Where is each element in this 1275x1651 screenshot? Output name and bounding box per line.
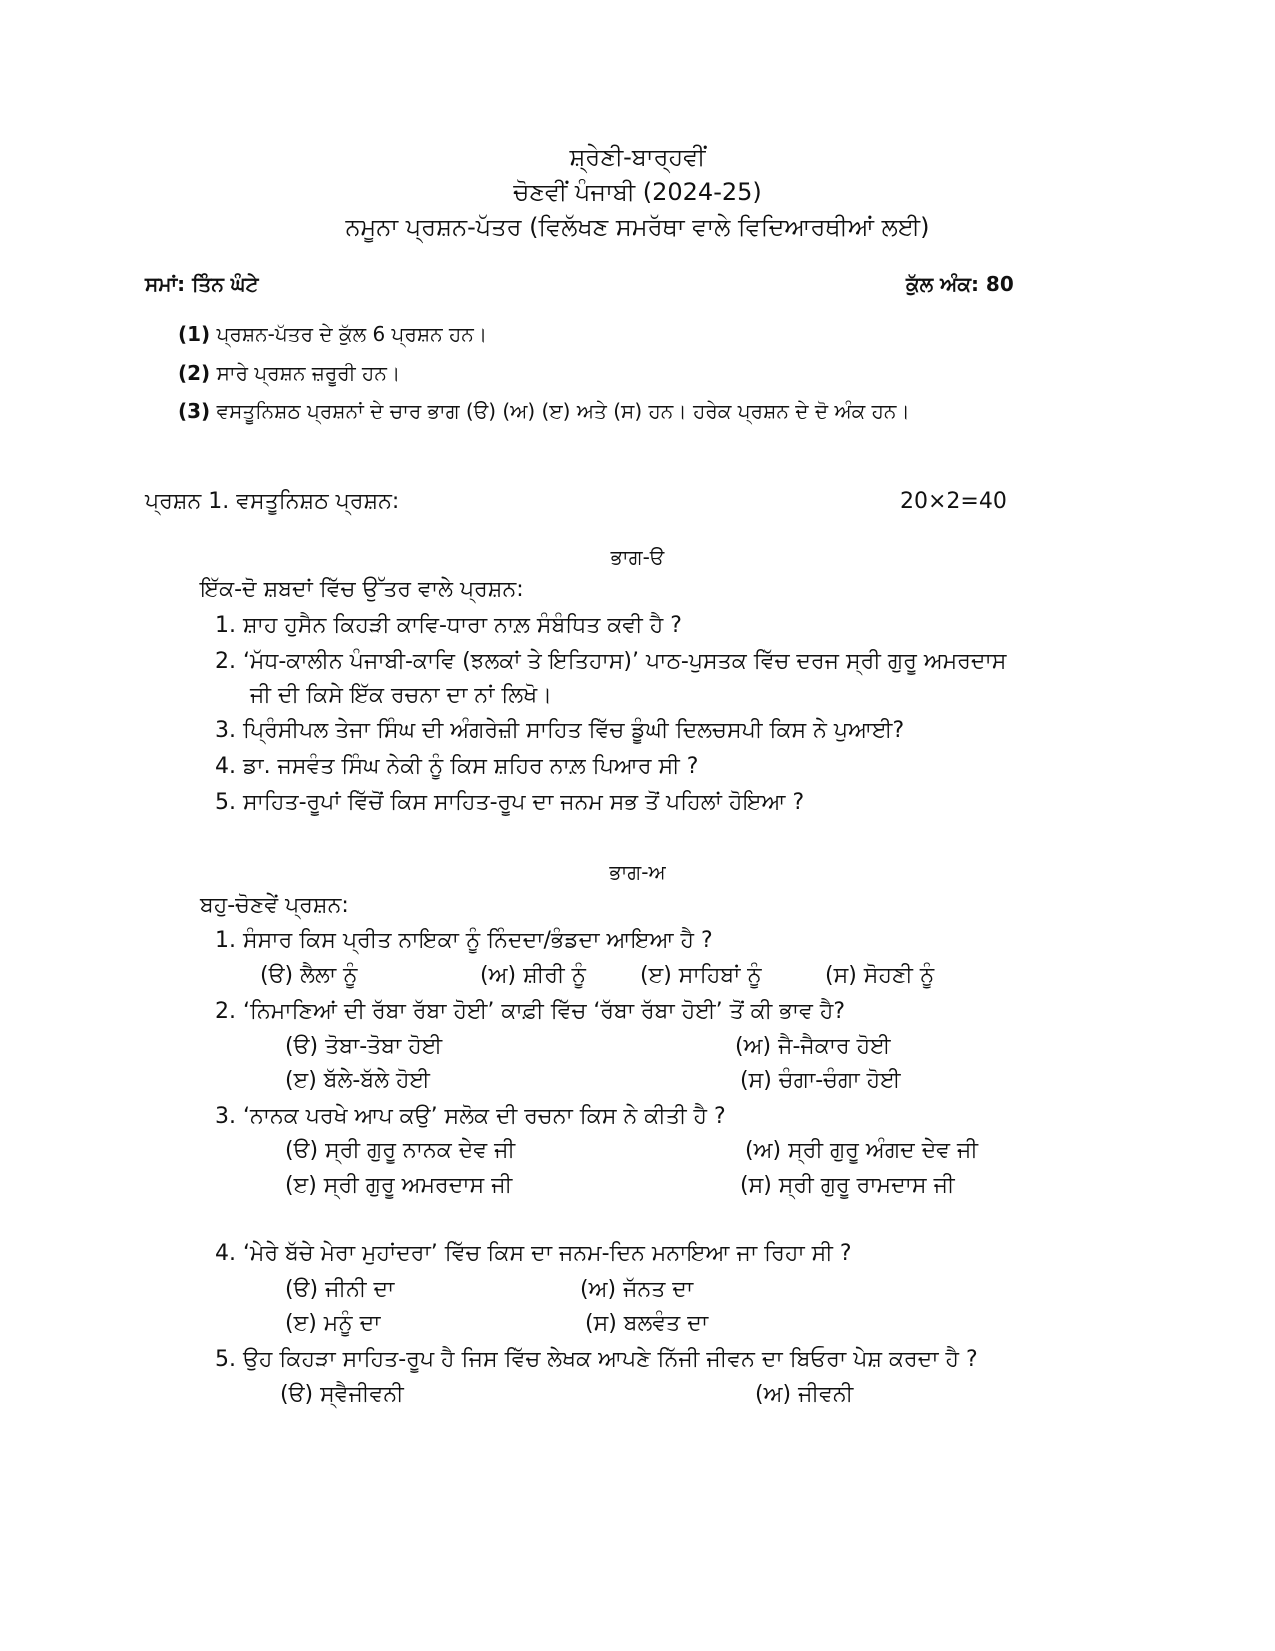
subject-title: ਚੋਣਵੀਂ ਪੰਜਾਬੀ (2024-25)	[513, 178, 762, 206]
mcq-option: (ੳ) ਸ੍ਵੈਜੀਵਨੀ	[280, 1382, 404, 1407]
instruction-number: (1)	[178, 322, 211, 346]
mcq-option: (ਸ) ਬਲਵੰਤ ਦਾ	[585, 1311, 709, 1336]
part-a-question-continued: ਜੀ ਦੀ ਕਿਸੇ ਇੱਕ ਰਚਨਾ ਦਾ ਨਾਂ ਲਿਖੋ।	[250, 683, 553, 708]
mcq-option: (ਸ) ਸ੍ਰੀ ਗੁਰੂ ਰਾਮਦਾਸ ਜੀ	[740, 1173, 955, 1198]
part-a-question: 5. ਸਾਹਿਤ-ਰੂਪਾਂ ਵਿੱਚੋਂ ਕਿਸ ਸਾਹਿਤ-ਰੂਪ ਦਾ ਜਨਮ ਸਭ ਤੋਂ ਪਹਿਲਾਂ ਹੋਇਆ ?	[215, 790, 805, 815]
instruction-text: ਵਸਤੂਨਿਸ਼ਠ ਪ੍ਰਸ਼ਨਾਂ ਦੇ ਚਾਰ ਭਾਗ (ੳ) (ਅ) (ੲ) ਅਤੇ (ਸ) ਹਨ। ਹਰੇਕ ਪ੍ਰਸ਼ਨ ਦੇ ਦੋ ਅੰਕ ਹਨ।	[216, 399, 910, 423]
instruction-text: ਪ੍ਰਸ਼ਨ-ਪੱਤਰ ਦੇ ਕੁੱਲ 6 ਪ੍ਰਸ਼ਨ ਹਨ।	[216, 322, 488, 346]
mcq-question: 3. ‘ਨਾਨਕ ਪਰਖੇ ਆਪ ਕਉ’ ਸਲੋਕ ਦੀ ਰਚਨਾ ਕਿਸ ਨੇ ਕੀਤੀ ਹੈ ?	[215, 1104, 726, 1129]
mcq-question: 2. ‘ਨਿਮਾਣਿਆਂ ਦੀ ਰੱਬਾ ਰੱਬਾ ਹੋਈ’ ਕਾਫ਼ੀ ਵਿੱਚ ‘ਰੱਬਾ ਰੱਬਾ ਹੋਈ’ ਤੋਂ ਕੀ ਭਾਵ ਹੈ?	[215, 999, 846, 1024]
mcq-option: (ੲ) ਬੱਲੇ-ਬੱਲੇ ਹੋਈ	[285, 1068, 430, 1093]
total-marks: ਕੁੱਲ ਅੰਕ: 80	[906, 272, 1014, 296]
instruction-item	[178, 322, 487, 346]
mcq-option: (ੲ) ਮਨੂੰ ਦਾ	[285, 1311, 381, 1336]
mcq-option: (ੳ) ਤੋਬਾ-ਤੋਬਾ ਹੋਈ	[285, 1034, 443, 1059]
class-title: ਸ਼੍ਰੇਣੀ-ਬਾਰ੍ਹਵੀਂ	[569, 143, 706, 171]
mcq-option: (ੲ) ਸਾਹਿਬਾਂ ਨੂੰ	[640, 963, 762, 988]
part-a-question: 4. ਡਾ. ਜਸਵੰਤ ਸਿੰਘ ਨੇਕੀ ਨੂੰ ਕਿਸ ਸ਼ਹਿਰ ਨਾਲ਼ ਪਿਆਰ ਸੀ ?	[215, 754, 699, 779]
question-1-title: ਪ੍ਰਸ਼ਨ 1. ਵਸਤੂਨਿਸ਼ਠ ਪ੍ਰਸ਼ਨ:	[145, 489, 400, 514]
mcq-option: (ਅ) ਜੀਵਨੀ	[755, 1382, 854, 1407]
part-a-subheading: ਇੱਕ-ਦੋ ਸ਼ਬਦਾਂ ਵਿੱਚ ਉੱਤਰ ਵਾਲੇ ਪ੍ਰਸ਼ਨ:	[200, 577, 524, 602]
mcq-option: (ੳ) ਜੀਨੀ ਦਾ	[285, 1277, 395, 1302]
mcq-option: (ਅ) ਜੈ-ਜੈਕਾਰ ਹੋਈ	[735, 1034, 891, 1059]
mcq-option: (ੳ) ਸ੍ਰੀ ਗੁਰੂ ਨਾਨਕ ਦੇਵ ਜੀ	[285, 1138, 516, 1163]
mcq-question: 4. ‘ਮੇਰੇ ਬੱਚੇ ਮੇਰਾ ਮੁਹਾਂਦਰਾ’ ਵਿੱਚ ਕਿਸ ਦਾ ਜਨਮ-ਦਿਨ ਮਨਾਇਆ ਜਾ ਰਿਹਾ ਸੀ ?	[215, 1241, 852, 1266]
part-b-heading: ਭਾਗ-ਅ	[609, 860, 666, 884]
part-b-subheading: ਬਹੁ-ਚੋਣਵੇਂ ਪ੍ਰਸ਼ਨ:	[200, 893, 349, 918]
instruction-item	[178, 361, 400, 385]
part-a-heading: ਭਾਗ-ੳ	[610, 545, 665, 569]
question-1-marks: 20×2=40	[900, 489, 1007, 514]
mcq-option: (ਅ) ਸ੍ਰੀ ਗੁਰੂ ਅੰਗਦ ਦੇਵ ਜੀ	[745, 1138, 979, 1163]
mcq-question: 1. ਸੰਸਾਰ ਕਿਸ ਪ੍ਰੀਤ ਨਾਇਕਾ ਨੂੰ ਨਿੰਦਦਾ/ਭੰਡਦਾ ਆਇਆ ਹੈ ?	[215, 928, 713, 953]
mcq-option: (ਅ) ਸ਼ੀਰੀ ਨੂੰ	[480, 963, 586, 988]
part-a-question: 3. ਪ੍ਰਿੰਸੀਪਲ ਤੇਜਾ ਸਿੰਘ ਦੀ ਅੰਗਰੇਜ਼ੀ ਸਾਹਿਤ ਵਿੱਚ ਡੂੰਘੀ ਦਿਲਚਸਪੀ ਕਿਸ ਨੇ ਪੁਆਈ?	[215, 718, 905, 743]
paper-title: ਨਮੂਨਾ ਪ੍ਰਸ਼ਨ-ਪੱਤਰ (ਵਿਲੱਖਣ ਸਮਰੱਥਾ ਵਾਲੇ ਵਿਦਿਆਰਥੀਆਂ ਲਈ)	[345, 213, 930, 241]
part-a-question: 1. ਸ਼ਾਹ ਹੁਸੈਨ ਕਿਹੜੀ ਕਾਵਿ-ਧਾਰਾ ਨਾਲ਼ ਸੰਬੰਧਿਤ ਕਵੀ ਹੈ ?	[215, 613, 682, 638]
mcq-option: (ਸ) ਚੰਗਾ-ਚੰਗਾ ਹੋਈ	[740, 1068, 901, 1093]
instruction-text: ਸਾਰੇ ਪ੍ਰਸ਼ਨ ਜ਼ਰੂਰੀ ਹਨ।	[216, 361, 401, 385]
mcq-question: 5. ਉਹ ਕਿਹੜਾ ਸਾਹਿਤ-ਰੂਪ ਹੈ ਜਿਸ ਵਿੱਚ ਲੇਖਕ ਆਪਣੇ ਨਿੱਜੀ ਜੀਵਨ ਦਾ ਬਿਓਰਾ ਪੇਸ਼ ਕਰਦਾ ਹੈ ?	[215, 1347, 978, 1372]
mcq-option: (ਸ) ਸੋਹਣੀ ਨੂੰ	[825, 963, 935, 988]
part-a-question: 2. ‘ਮੱਧ-ਕਾਲੀਨ ਪੰਜਾਬੀ-ਕਾਵਿ (ਝਲਕਾਂ ਤੇ ਇਤਿਹਾਸ)’ ਪਾਠ-ਪੁਸਤਕ ਵਿੱਚ ਦਰਜ ਸ੍ਰੀ ਗੁਰੂ ਅਮਰਦਾਸ	[215, 649, 1007, 674]
instruction-item	[178, 399, 910, 423]
mcq-option: (ੲ) ਸ੍ਰੀ ਗੁਰੂ ਅਮਰਦਾਸ ਜੀ	[285, 1173, 513, 1198]
mcq-option: (ੳ) ਲੈਲਾ ਨੂੰ	[260, 963, 358, 988]
time-allowed: ਸਮਾਂ: ਤਿੰਨ ਘੰਟੇ	[145, 272, 259, 296]
mcq-option: (ਅ) ਜੱਨਤ ਦਾ	[580, 1277, 694, 1302]
instruction-number: (3)	[178, 399, 211, 423]
instruction-number: (2)	[178, 361, 211, 385]
